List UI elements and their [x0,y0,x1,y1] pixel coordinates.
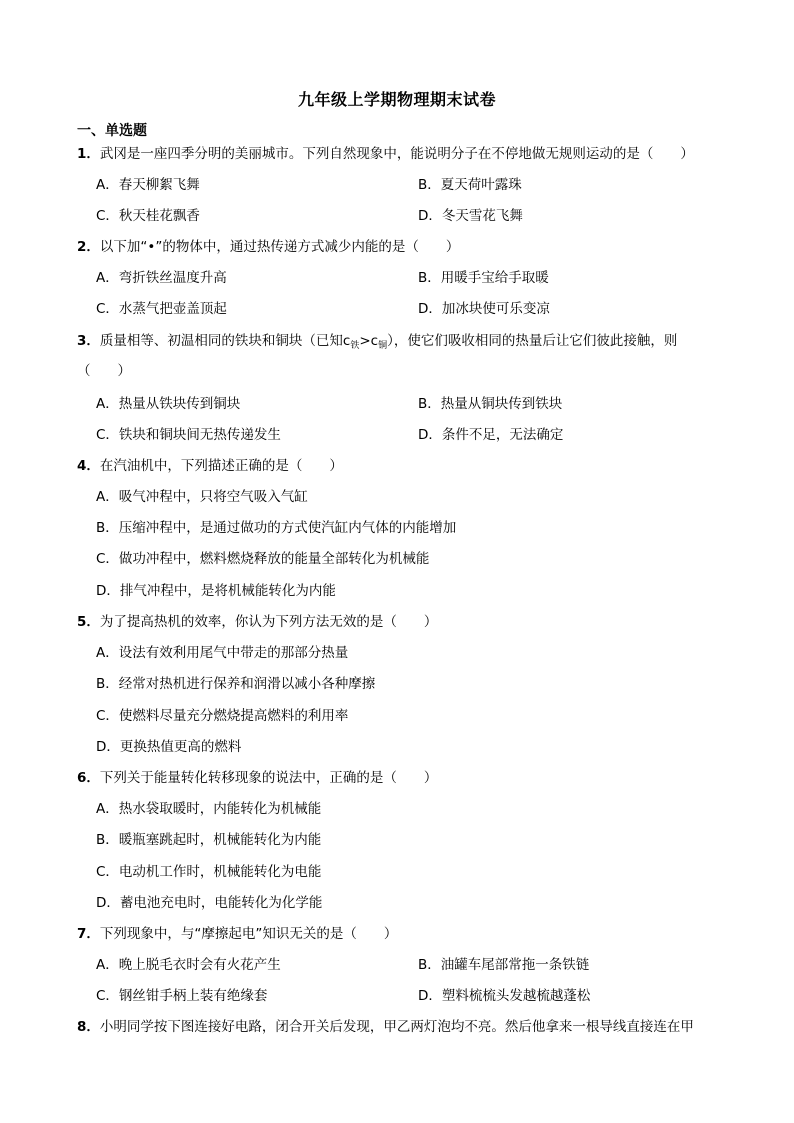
option-6a: A．热水袋取暖时，内能转化为机械能 [96,801,322,817]
option-7c: C．钢丝钳手柄上装有绝缘套 [96,988,268,1004]
option-1d: D．冬天雪花飞舞 [418,208,523,224]
option-5a: A．设法有效利用尾气中带走的那部分热量 [96,645,349,661]
question-text: 下列现象中，与“摩擦起电”知识无关的是（ ） [99,926,398,942]
option-5b: B．经常对热机进行保养和润滑以减小各种摩擦 [96,676,376,692]
question-text-part: >c [359,333,379,349]
question-number: 2． [77,239,100,255]
subscript-iron: 铁 [350,341,360,351]
subscript-copper: 铜 [378,341,388,351]
option-7d: D．塑料梳梳头发越梳越蓬松 [418,988,591,1004]
option-4a: A．吸气冲程中，只将空气吸入气缸 [96,489,308,505]
option-3a: A．热量从铁块传到铜块 [96,396,241,412]
question-text: 以下加“•”的物体中，通过热传递方式减少内能的是（ ） [99,239,460,255]
option-4d: D．排气冲程中，是将机械能转化为内能 [96,583,336,599]
option-1c: C．秋天桂花飘香 [96,208,200,224]
question-text-part: 质量相等、初温相同的铁块和铜块（已知c [99,333,351,349]
question-4 [77,457,343,475]
question-number: 8． [77,1019,100,1035]
question-text: 下列关于能量转化转移现象的说法中，正确的是（ ） [99,770,438,786]
option-7b: B．油罐车尾部常拖一条铁链 [418,957,590,973]
option-2b: B．用暖手宝给手取暖 [418,270,549,286]
option-6c: C．电动机工作时，机械能转化为电能 [96,864,322,880]
question-number: 1． [77,146,100,162]
question-number: 3． [77,333,100,349]
option-3c: C．铁块和铜块间无热传递发生 [96,427,281,443]
question-3 [77,332,677,355]
option-3d: D．条件不足，无法确定 [418,427,564,443]
option-7a: A．晚上脱毛衣时会有火花产生 [96,957,281,973]
option-2a: A．弯折铁丝温度升高 [96,270,227,286]
question-2 [77,238,459,256]
question-number: 7． [77,926,100,942]
question-text: 在汽油机中，下列描述正确的是（ ） [99,458,343,474]
option-4c: C．做功冲程中，燃料燃烧释放的能量全部转化为机械能 [96,551,430,567]
option-2c: C．水蒸气把壶盖顶起 [96,301,227,317]
option-1b: B．夏天荷叶露珠 [418,177,522,193]
question-text: 小明同学按下图连接好电路，闭合开关后发现，甲乙两灯泡均不亮。然后他拿来一根导线直接连在甲 [99,1019,694,1035]
question-7 [77,925,397,943]
question-text: 为了提高热机的效率，你认为下列方法无效的是（ ） [99,614,438,630]
option-6b: B．暖瓶塞跳起时，机械能转化为内能 [96,832,322,848]
option-3b: B．热量从铜块传到铁块 [418,396,563,412]
question-1 [77,145,694,163]
question-number: 4． [77,458,100,474]
question-6 [77,769,437,787]
option-6d: D．蓄电池充电时，电能转化为化学能 [96,895,323,911]
page-title: 九年级上学期物理期末试卷 [297,90,496,109]
question-text: 武冈是一座四季分明的美丽城市。下列自然现象中，能说明分子在不停地做无规则运动的是（ ） [99,146,694,162]
question-3-continuation: （ ） [77,363,131,379]
question-text-part: ），使它们吸收相同的热量后让它们彼此接触，则 [387,333,678,349]
question-number: 6． [77,770,100,786]
question-8 [77,1018,694,1036]
option-5c: C．使燃料尽量充分燃烧提高燃料的利用率 [96,708,349,724]
section-title: 一、单选题 [77,123,147,139]
option-5d: D．更换热值更高的燃料 [96,739,242,755]
question-number: 5． [77,614,100,630]
option-2d: D．加冰块使可乐变凉 [418,301,550,317]
option-1a: A．春天柳絮飞舞 [96,177,200,193]
question-5 [77,613,437,631]
option-4b: B．压缩冲程中，是通过做功的方式使汽缸内气体的内能增加 [96,520,457,536]
